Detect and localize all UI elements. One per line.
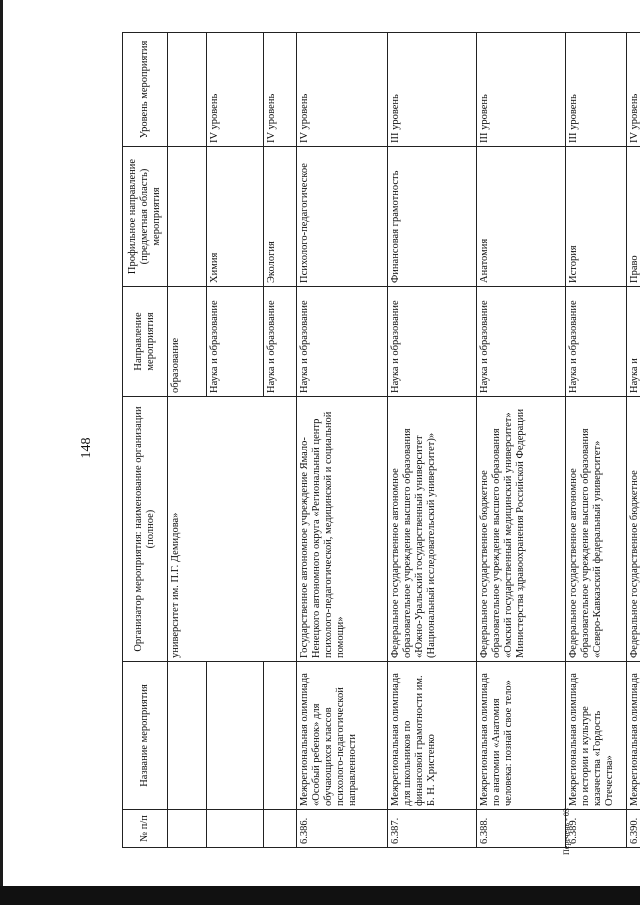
cell-org: Федеральное государственное бюджетное образовательное учреждение высшего образования «Омский государственный медицинский университет» Министерства здравоохранения Российской Федерации — [477, 397, 566, 662]
table-row — [477, 33, 566, 848]
cell-level: IV уровень — [297, 33, 388, 147]
scan-edge-bottom — [0, 886, 640, 905]
cell-profile — [168, 147, 207, 287]
cell-profile: Психолого-педагогическое — [297, 147, 388, 287]
cell-num: 6.388. — [477, 810, 566, 848]
cell-profile: Химия — [207, 147, 264, 287]
cell-num: 6.390. — [627, 810, 640, 848]
header-org: Организатор мероприятия: наименование организации (полное) — [123, 397, 168, 662]
cell-direction: образование — [168, 287, 207, 397]
cell-num — [264, 810, 297, 848]
table-header-row — [123, 33, 168, 848]
cell-direction: Наука и образование — [388, 287, 477, 397]
cell-level — [168, 33, 207, 147]
cell-profile: Финансовая грамотность — [388, 147, 477, 287]
cell-level: IV уровень — [627, 33, 640, 147]
header-level: Уровень мероприятия — [123, 33, 168, 147]
cell-direction: Наука и образование — [264, 287, 297, 397]
table-row — [388, 33, 477, 848]
cell-num: 6.387. — [388, 810, 477, 848]
cell-org: Федеральное государственное автономное образовательное учреждение высшего образования «Южно-Уральский государственный университет (Национальный исследовательский университет)» — [388, 397, 477, 662]
cell-num — [168, 810, 207, 848]
cell-profile: Право — [627, 147, 640, 287]
cell-org: Государственное автономное учреждение Ямало-Ненецкого автономного округа «Региональный центр психолого-педагогической, медицинской и социальной помощи» — [297, 397, 388, 662]
cell-num — [207, 810, 264, 848]
cell-direction: Наука и образование — [566, 287, 627, 397]
cell-num: 6.386. — [297, 810, 388, 848]
header-direction: Направление мероприятия — [123, 287, 168, 397]
footer-note: Перечень - 03 — [562, 808, 571, 855]
cell-num: 6.389. — [566, 810, 627, 848]
cell-level: IV уровень — [207, 33, 264, 147]
events-table-rotated — [122, 33, 640, 848]
events-table — [122, 32, 640, 848]
cell-direction: Наука и образование — [297, 287, 388, 397]
cell-level: IV уровень — [264, 33, 297, 147]
page-number: 148 — [79, 437, 94, 459]
cell-name — [207, 662, 264, 810]
cell-name — [168, 662, 207, 810]
cell-direction: Наука и образование — [207, 287, 264, 397]
table-row — [297, 33, 388, 848]
cell-name: Межрегиональная олимпиада по анатомии «Анатомия человека: познай свое тело» — [477, 662, 566, 810]
cell-org: Федеральное государственное бюджетное — [627, 397, 640, 662]
cell-profile: История — [566, 147, 627, 287]
cell-name: Межрегиональная олимпиада по истории и культуре казачества «Гордость Отечества» — [566, 662, 627, 810]
scan-edge-left — [0, 0, 3, 905]
cell-level: III уровень — [388, 33, 477, 147]
cell-name: Межрегиональная олимпиада для школьников по финансовой грамотности им. Б. Н. Христенко — [388, 662, 477, 810]
cell-org: университет им. П.Г. Демидова» — [168, 397, 297, 662]
cell-level: III уровень — [566, 33, 627, 147]
cell-name: Межрегиональная олимпиада — [627, 662, 640, 810]
cell-direction: Наука и образование — [477, 287, 566, 397]
cell-name: Межрегиональная олимпиада «Особый ребенок» для обучающихся классов психолого-педагогической направленности — [297, 662, 388, 810]
table-row — [566, 33, 627, 848]
cell-direction: Наука и — [627, 287, 640, 397]
cell-profile: Анатомия — [477, 147, 566, 287]
cell-name — [264, 662, 297, 810]
header-num: № п/п — [123, 810, 168, 848]
table-row — [627, 33, 640, 848]
table-row-continuation — [168, 33, 207, 848]
cell-profile: Экология — [264, 147, 297, 287]
header-profile: Профильное направление (предметная область) мероприятия — [123, 147, 168, 287]
header-name: Название мероприятия — [123, 662, 168, 810]
cell-level: III уровень — [477, 33, 566, 147]
cell-org: Федеральное государственное автономное образовательное учреждение высшего образования «Северо-Кавказский федеральный университет» — [566, 397, 627, 662]
